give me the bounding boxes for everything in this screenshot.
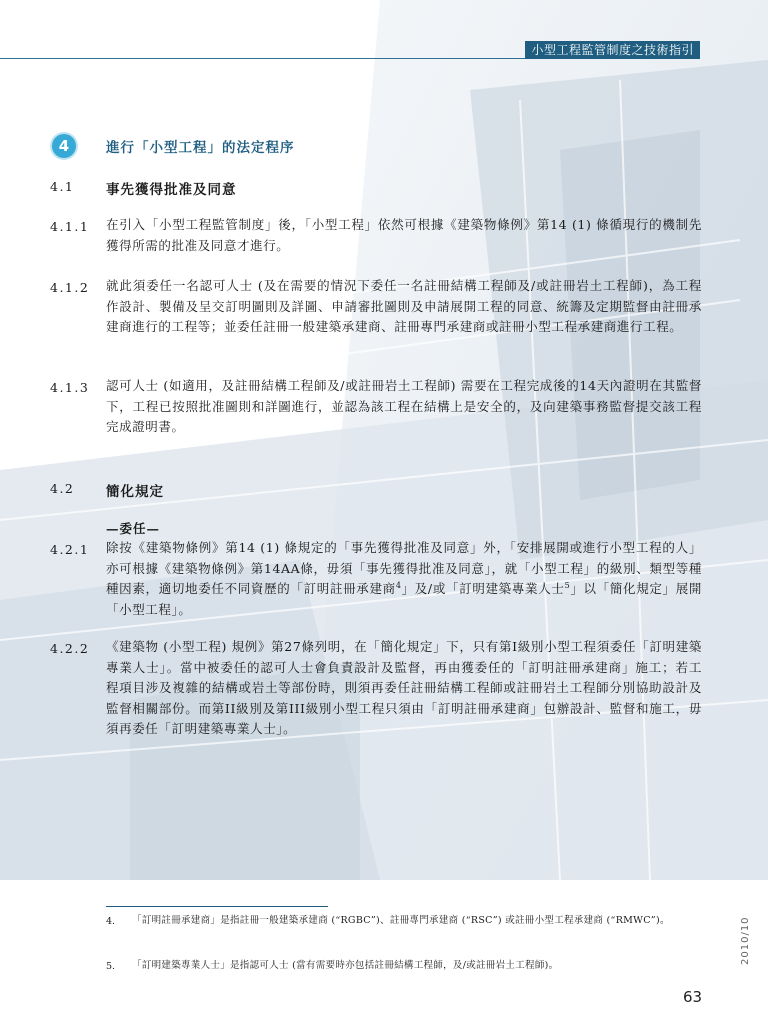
paragraph-4-1-2: 就此須委任一名認可人士 (及在需要的情況下委任一名註冊結構工程師及/或註冊岩土工程師)，為工程作設計、製備及呈交訂明圖則及詳圖、申請審批圖則及申請展開工程的同意、統籌及定期監督由註冊承建商進行的工程等；並委任註冊一般建築承建商、註冊專門承建商或註冊小型工程承建商進行工程。 [106, 278, 702, 334]
publication-date: 2010/10 [740, 916, 751, 965]
paragraph-number: 4.1.1 [50, 219, 90, 234]
paragraph-number: 4.1.3 [50, 380, 90, 395]
section-title: 進行「小型工程」的法定程序 [106, 140, 295, 156]
paragraph-number: 4.2.1 [50, 542, 90, 557]
footnote-number: 4. [106, 916, 116, 927]
footnote-4: 「訂明註冊承建商」是指註冊一般建築承建商 (“RGBC”)、註冊專門承建商 (“RSC”) 或註冊小型工程承建商 (“RMWC”)。 [132, 915, 670, 926]
document-title-badge: 小型工程監管制度之技術指引 [525, 41, 700, 59]
sub-label-appointment: —委任— [106, 521, 161, 536]
paragraph-4-2-1: 除按《建築物條例》第14 (1) 條規定的「事先獲得批准及同意」外，「安排展開或進行小型工程的人」亦可根據《建築物條例》第14AA條，毋須「事先獲得批准及同意」，就「小型工程」的級別、類型等種種因素，適切地委任不同資歷的「訂明註冊承建商$^4$」及/或「訂明建築專業人士$^5$」以「簡化規定」展開「小型工程」。 [106, 540, 702, 617]
subsection-heading: 簡化規定 [106, 484, 164, 500]
paragraph-4-2-2: 《建築物 (小型工程) 規例》第27條列明，在「簡化規定」下，只有第I級別小型工程須委任「訂明建築專業人士」。當中被委任的認可人士會負責設計及監督，再由獲委任的「訂明註冊承建商」施工；若工程項目涉及複雜的結構或岩土等部份時，則須再委任註冊結構工程師或註冊岩土工程師分別協助設計及監督相關部份。而第II級別及第III級別小型工程只須由「訂明註冊承建商」包辦設計、監督和施工，毋須再委任「訂明建築專業人士」。 [106, 639, 702, 736]
paragraph-number: 4.2.2 [50, 641, 90, 656]
subsection-heading: 事先獲得批准及同意 [106, 182, 237, 198]
footnote-5: 「訂明建築專業人士」是指認可人士 (當有需要時亦包括註冊結構工程師，及/或註冊岩土工程師)。 [132, 960, 559, 971]
paragraph-4-1-3: 認可人士 (如適用，及註冊結構工程師及/或註冊岩土工程師) 需要在工程完成後的14天內證明在其監督下，工程已按照批准圖則和詳圖進行，並認為該工程在結構上是安全的，及向建築事務監督提交該工程完成證明書。 [106, 378, 702, 434]
page-number: 63 [683, 988, 703, 1006]
paragraph-number: 4.1.2 [50, 280, 90, 295]
footnote-rule [106, 906, 328, 907]
subsection-number: 4.2 [50, 481, 75, 496]
paragraph-4-1-1: 在引入「小型工程監管制度」後，「小型工程」依然可根據《建築物條例》第14 (1) 條循現行的機制先獲得所需的批准及同意才進行。 [106, 217, 702, 253]
section-number-badge: 4 [52, 134, 76, 158]
subsection-number: 4.1 [50, 179, 75, 194]
footnote-number: 5. [106, 961, 116, 972]
